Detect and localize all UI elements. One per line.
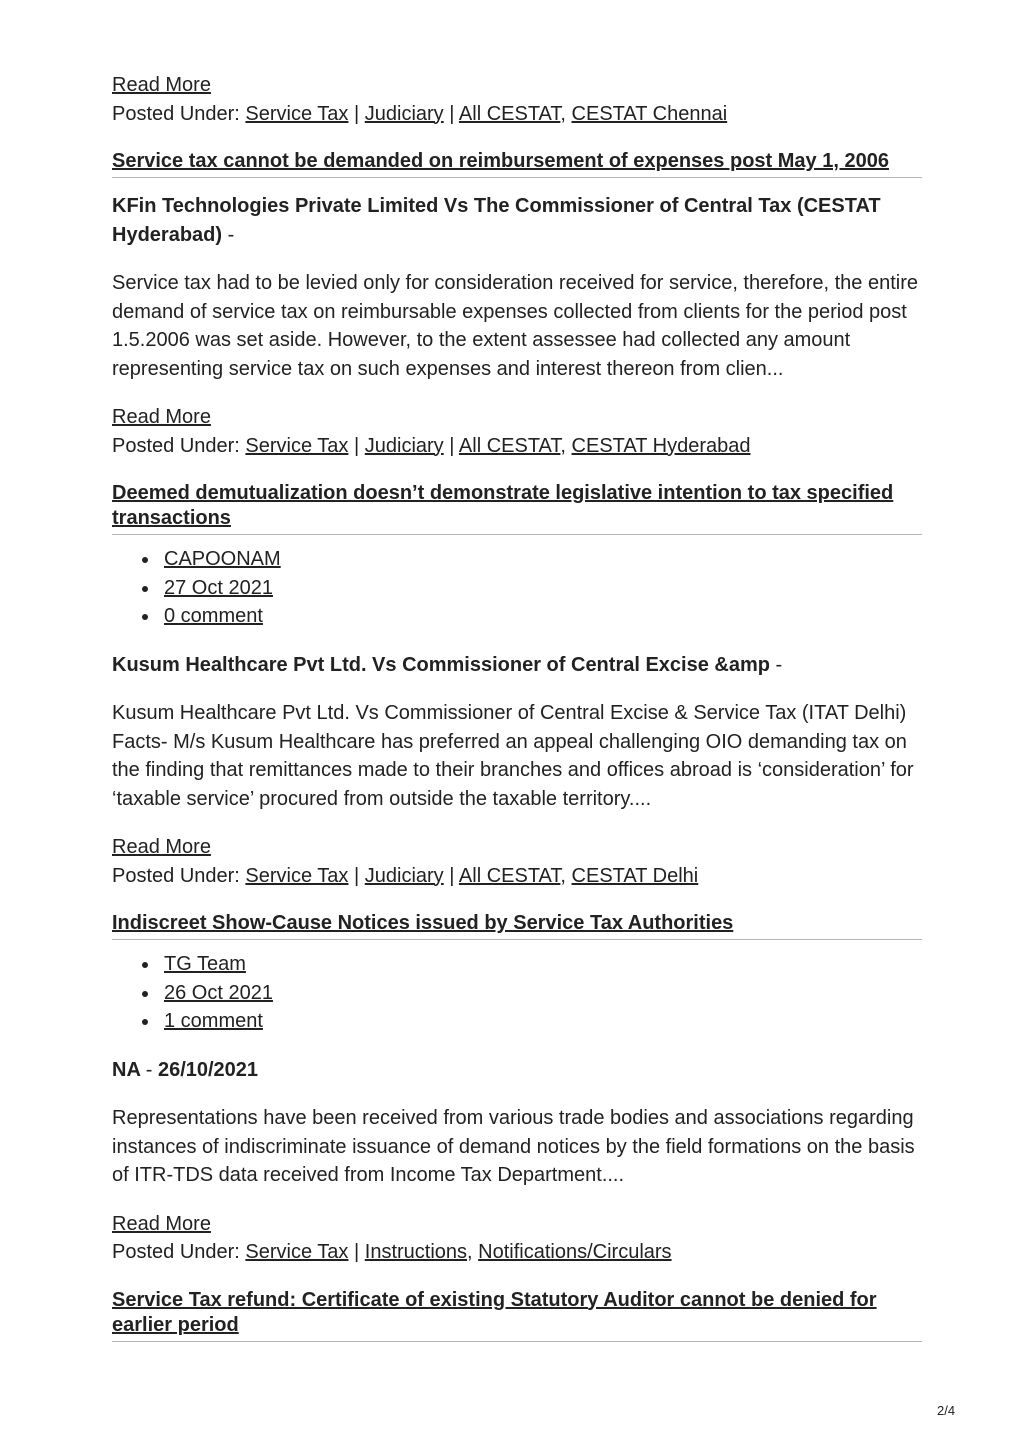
comma-separator: , <box>560 434 566 457</box>
author-link[interactable]: TG Team <box>164 953 246 975</box>
category-link-cestat-delhi[interactable]: CESTAT Delhi <box>571 864 699 887</box>
post-item <box>112 1288 922 1342</box>
source-dash: - <box>775 653 783 676</box>
category-link-cestat-chennai[interactable]: CESTAT Chennai <box>571 102 728 125</box>
meta-author <box>164 545 922 574</box>
post-meta-list <box>112 950 922 1036</box>
post-source <box>112 1056 922 1085</box>
pipe-separator: | <box>354 102 360 125</box>
category-link-service-tax[interactable]: Service Tax <box>245 434 349 457</box>
meta-comments <box>164 602 922 631</box>
source-text: Kusum Healthcare Pvt Ltd. Vs Commissioner of Central Excise &amp <box>112 653 770 676</box>
post-title <box>112 149 922 178</box>
post-item <box>112 481 922 911</box>
read-more-link[interactable]: Read More <box>112 836 211 858</box>
pipe-separator: | <box>449 864 455 887</box>
post-item <box>112 149 922 481</box>
post-title <box>112 481 922 535</box>
post-posted-under <box>112 432 922 461</box>
comments-link[interactable]: 0 comment <box>164 605 263 627</box>
post-posted-under <box>112 862 922 891</box>
post-meta-list <box>112 545 922 631</box>
category-link-all-cestat[interactable]: All CESTAT <box>458 102 561 125</box>
meta-author <box>164 950 922 979</box>
posted-under-label: Posted Under: <box>112 1241 240 1263</box>
author-link[interactable]: CAPOONAM <box>164 548 281 570</box>
category-link-service-tax[interactable]: Service Tax <box>245 1241 349 1263</box>
post-source <box>112 651 922 680</box>
post-excerpt: Kusum Healthcare Pvt Ltd. Vs Commissioner of Central Excise & Service Tax (ITAT Delhi) Facts- M/s Kusum Healthcare has preferred an appeal challenging OIO demanding tax on the finding that remittances made to their branches and offices abroad is ‘consideration’ for ‘taxable service’ procured from outside the taxable territory.... <box>112 702 914 810</box>
post-title-link[interactable]: Service tax cannot be demanded on reimbursement of expenses post May 1, 2006 <box>112 150 889 172</box>
comma-separator: , <box>560 864 566 887</box>
category-link-notifications-circulars[interactable]: Notifications/Circulars <box>478 1241 672 1263</box>
category-link-judiciary[interactable]: Judiciary <box>364 102 444 125</box>
post-title <box>112 911 922 940</box>
post-read-more <box>112 833 922 862</box>
post-excerpt: Service tax had to be levied only for consideration received for service, therefore, the entire demand of service tax on reimbursable expenses collected from clients for the period post 1.5.2006 was set aside. However, to the extent assessee had collected any amount representing service tax on such expenses and interest thereon from clien... <box>112 272 918 380</box>
comma-separator: , <box>560 102 566 125</box>
source-text: NA <box>112 1058 141 1081</box>
read-more-link[interactable]: Read More <box>112 406 211 428</box>
pipe-separator: | <box>354 1241 360 1263</box>
post-title <box>112 1288 922 1342</box>
pipe-separator: | <box>449 102 455 125</box>
source-text: KFin Technologies Private Limited Vs The Commissioner of Central Tax (CESTAT Hyderabad) <box>112 195 881 246</box>
date-link[interactable]: 27 Oct 2021 <box>164 576 273 599</box>
comments-link[interactable]: 1 comment <box>164 1010 263 1032</box>
category-link-all-cestat[interactable]: All CESTAT <box>458 434 561 457</box>
post-read-more <box>112 403 922 432</box>
posted-under-label: Posted Under: <box>112 434 240 457</box>
category-link-instructions[interactable]: Instructions <box>364 1241 468 1263</box>
date-link[interactable]: 26 Oct 2021 <box>164 981 273 1004</box>
category-link-service-tax[interactable]: Service Tax <box>245 102 349 125</box>
source-dash: - <box>145 1058 153 1081</box>
post-posted-under <box>112 1238 922 1267</box>
category-link-judiciary[interactable]: Judiciary <box>364 434 444 457</box>
pipe-separator: | <box>354 434 360 457</box>
post-title-link[interactable]: Deemed demutualization doesn’t demonstrate legislative intention to tax specified transactions <box>112 482 894 529</box>
post-title-link[interactable]: Indiscreet Show-Cause Notices issued by Service Tax Authorities <box>112 912 734 934</box>
pipe-separator: | <box>449 434 455 457</box>
posted-under-label: Posted Under: <box>112 102 240 125</box>
post-source <box>112 192 922 249</box>
posted-under-label: Posted Under: <box>112 864 240 887</box>
post-item <box>112 911 922 1288</box>
category-link-cestat-hyderabad[interactable]: CESTAT Hyderabad <box>571 434 751 457</box>
source-dash: - <box>227 223 235 246</box>
source-date: 26/10/2021 <box>157 1058 259 1081</box>
post-excerpt: Representations have been received from various trade bodies and associations regarding instances of indiscriminate issuance of demand notices by the field formations on the basis of ITR-TDS data received from Income Tax Department.... <box>112 1107 915 1186</box>
page-number: 2/4 <box>937 1403 956 1418</box>
read-more-link[interactable]: Read More <box>112 74 211 96</box>
category-link-judiciary[interactable]: Judiciary <box>364 864 444 887</box>
category-link-all-cestat[interactable]: All CESTAT <box>458 864 561 887</box>
intro-posted-under <box>112 100 922 129</box>
meta-date <box>164 979 922 1008</box>
pipe-separator: | <box>354 864 360 887</box>
read-more-link[interactable]: Read More <box>112 1212 211 1235</box>
post-read-more <box>112 1210 922 1239</box>
category-link-service-tax[interactable]: Service Tax <box>245 864 349 887</box>
post-title-link[interactable]: Service Tax refund: Certificate of existing Statutory Auditor cannot be denied for earlier period <box>112 1288 877 1336</box>
meta-date <box>164 574 922 603</box>
meta-comments <box>164 1007 922 1036</box>
comma-separator: , <box>467 1241 473 1263</box>
page-content <box>112 71 922 1356</box>
intro-read-more <box>112 71 922 100</box>
